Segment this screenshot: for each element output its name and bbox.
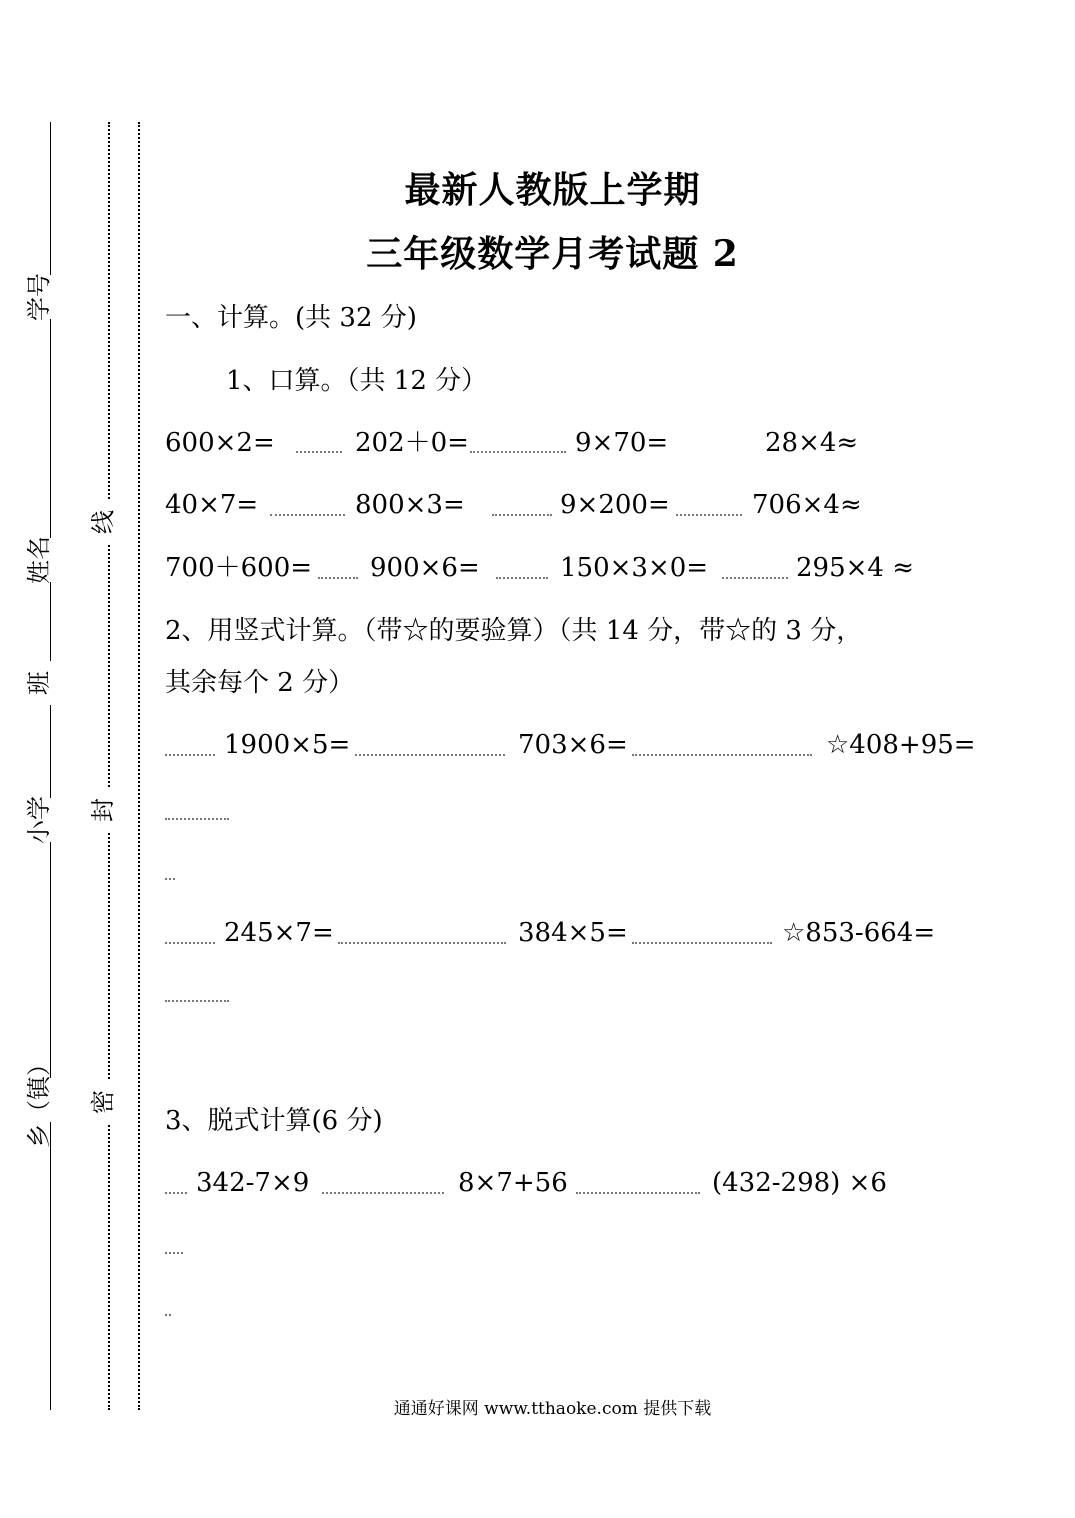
problem-cell: 9×70= [575,428,669,458]
page-title: 最新人教版上学期 [404,169,701,211]
class-label: 班 [25,671,53,695]
binding-dotted-line [108,122,110,1410]
problem-cell: 600×2= [165,428,275,458]
subsection-heading: 3、脱式计算(6 分) [165,1106,383,1136]
page-subtitle: 三年级数学月考试题 2 [366,233,739,275]
seal-line-label: 线 [89,510,117,534]
problem-cell: 9×200= [560,490,670,520]
secret-label: 密 [89,1090,117,1114]
problem-cell: (432-298) ×6 [712,1168,887,1198]
problem-cell: 150×3×0= [560,553,709,583]
problem-cell: 384×5= [518,918,628,948]
problem-cell: 706×4≈ [752,490,862,520]
problem-cell: 295×4 ≈ [796,553,915,583]
problem-cell: 342-7×9 [196,1168,310,1198]
binding-dotted-line-inner [138,122,140,1410]
township-label: 乡（镇） [25,1052,53,1148]
subsection-heading-cont: 其余每个 2 分） [165,668,355,698]
problem-cell: 900×6= [370,553,480,583]
problem-cell: 1900×5= [224,730,351,760]
problem-cell: ☆853-664= [782,918,936,948]
subsection-heading: 2、用竖式计算。（带☆的要验算）（共 14 分，带☆的 3 分， [165,616,863,646]
seal-label: 封 [89,798,117,822]
student-number-label: 学号 [25,273,53,321]
page-footer: 通通好课网 www.tthaoke.com 提供下载 [393,1399,712,1419]
name-label: 姓名 [25,536,53,584]
subsection-heading: 1、口算。（共 12 分） [226,366,488,396]
problem-cell: 8×7+56 [458,1168,568,1198]
problem-cell: 245×7= [224,918,334,948]
school-label: 小学 [25,796,53,844]
section-heading: 一、计算。(共 32 分) [165,303,417,333]
problem-cell: 700＋600= [165,553,313,583]
problem-cell: 28×4≈ [765,428,859,458]
problem-cell: ☆408+95= [826,730,976,760]
problem-cell: 703×6= [518,730,628,760]
problem-cell: 202＋0= [355,428,469,458]
problem-cell: 40×7= [165,490,259,520]
problem-cell: 800×3= [355,490,465,520]
